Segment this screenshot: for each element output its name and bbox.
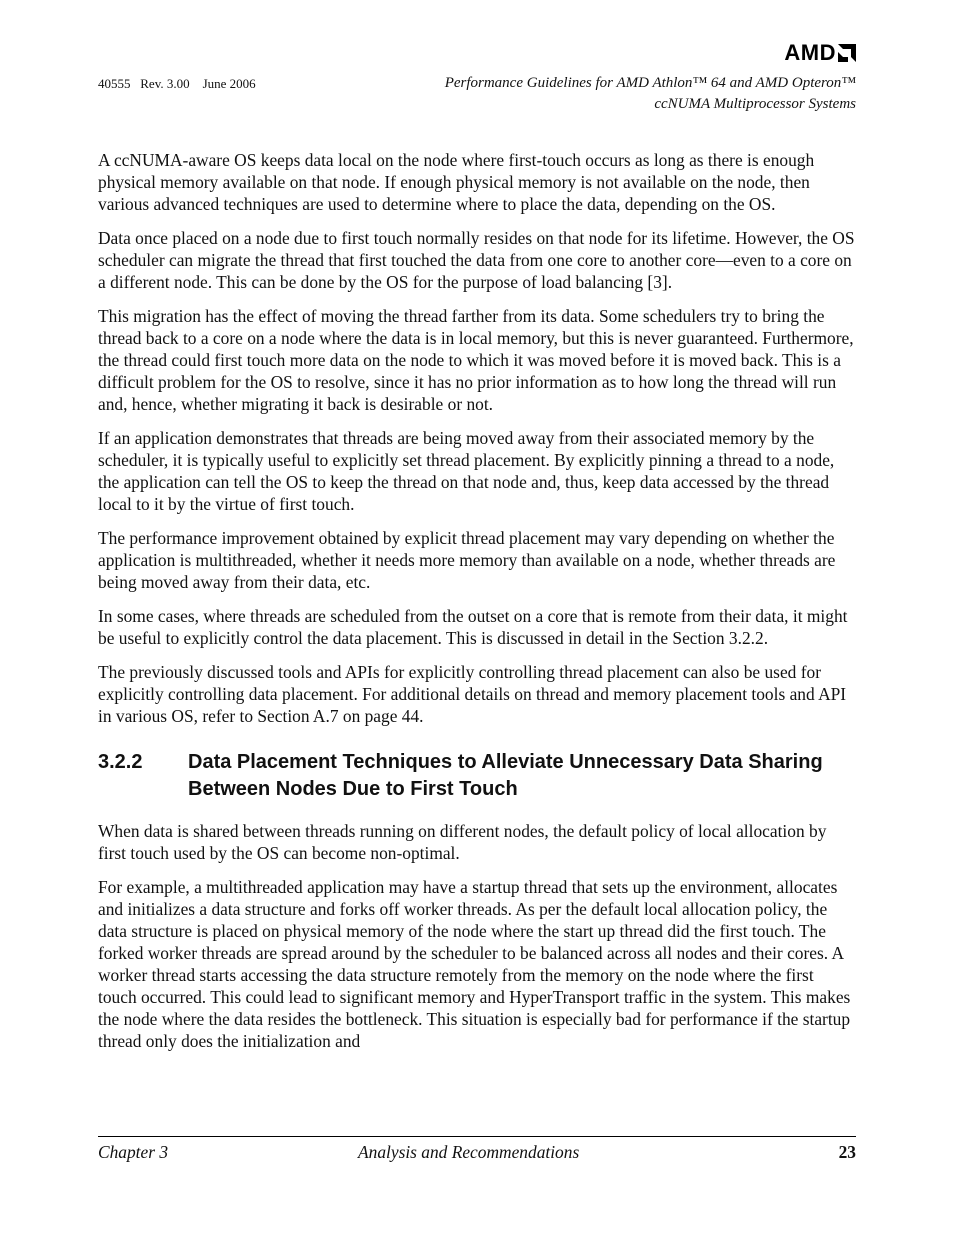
paragraph: Data once placed on a node due to first touch normally resides on that node for its lifetime. However, the OS scheduler can migrate the thread that first touched the data from one core to another core—even to a core on a different node. This can be done by the OS for the purpose of load balancing [3]. [98, 228, 855, 292]
amd-arrow-icon [838, 44, 856, 62]
page-body [98, 149, 856, 1064]
paragraph: A ccNUMA-aware OS keeps data local on the node where first-touch occurs as long as there is enough physical memory available on that node. If enough physical memory is not available on the node, then various advanced techniques are used to determine where to place the data, depending on the OS. [98, 150, 815, 214]
logo-text: AMD [784, 40, 836, 65]
paragraph: The previously discussed tools and APIs for explicitly controlling thread placement can also be used for explicitly controlling data placement. For additional details on thread and memory placement tools and API in various OS, refer to Section A.7 on page 44. [98, 662, 847, 726]
section-title: Data Placement Techniques to Alleviate Unnecessary Data Sharing Between Nodes Due to First Touch [188, 751, 823, 800]
page-footer [98, 1142, 856, 1166]
paragraph: In some cases, where threads are scheduled from the outset on a core that is remote from their data, it might be useful to explicitly control the data placement. This is discussed in detail in the Section 3.2.2. [98, 606, 848, 648]
amd-logo [784, 40, 856, 66]
page-number: 23 [838, 1142, 856, 1162]
paragraph: When data is shared between threads running on different nodes, the default policy of local allocation by first touch used by the OS can become non-optimal. [98, 821, 827, 863]
paragraph: The performance improvement obtained by explicit thread placement may vary depending on whether the application is multithreaded, whether it needs more memory than available on a node, whether threads are being moved away from their data, etc. [98, 528, 836, 592]
footer-chapter-title: Analysis and Recommendations [358, 1142, 580, 1162]
footer-chapter: Chapter 3 [98, 1142, 169, 1162]
footer-divider [98, 1136, 856, 1137]
paragraph: For example, a multithreaded application may have a startup thread that sets up the environment, allocates and initializes a data structure and forks off worker threads. As per the default local allocation policy, the data structure is placed on physical memory of the node where the start up thread did the first touch. The forked worker threads are spread around by the scheduler to be balanced across all nodes and their cores. A worker thread starts accessing the data structure remotely from the memory on the node where the first touch occurred. This could lead to significant memory and HyperTransport traffic in the system. This makes the node where the data resides the bottleneck. This situation is especially bad for performance if the startup thread only does the initialization and [98, 877, 851, 1051]
document-title-line-1: Performance Guidelines for AMD Athlon™ 64 and AMD Opteron™ [444, 75, 856, 91]
paragraph: This migration has the effect of moving the thread farther from its data. Some schedulers try to bring the thread back to a core on a node where the data is in local memory, but this is never guaranteed. Furthermore, the thread could first touch more data on the node to which it was moved before it is moved back. This is a difficult problem for the OS to resolve, since it has no prior information as to how long the thread will run and, hence, whether migrating it back is desirable or not. [98, 306, 854, 414]
section-heading [98, 749, 856, 803]
document-title [336, 73, 856, 115]
paragraph: If an application demonstrates that threads are being moved away from their associated memory by the scheduler, it is typically useful to explicitly set thread placement. By explicitly pinning a thread to a node, the application can tell the OS to keep the thread on that node and, thus, keep data accessed by the thread local to it by the virtue of first touch. [98, 428, 835, 514]
section-number: 3.2.2 [98, 751, 143, 773]
document-info: 40555 Rev. 3.00 June 2006 [98, 76, 256, 91]
document-title-line-2: ccNUMA Multiprocessor Systems [654, 96, 856, 112]
